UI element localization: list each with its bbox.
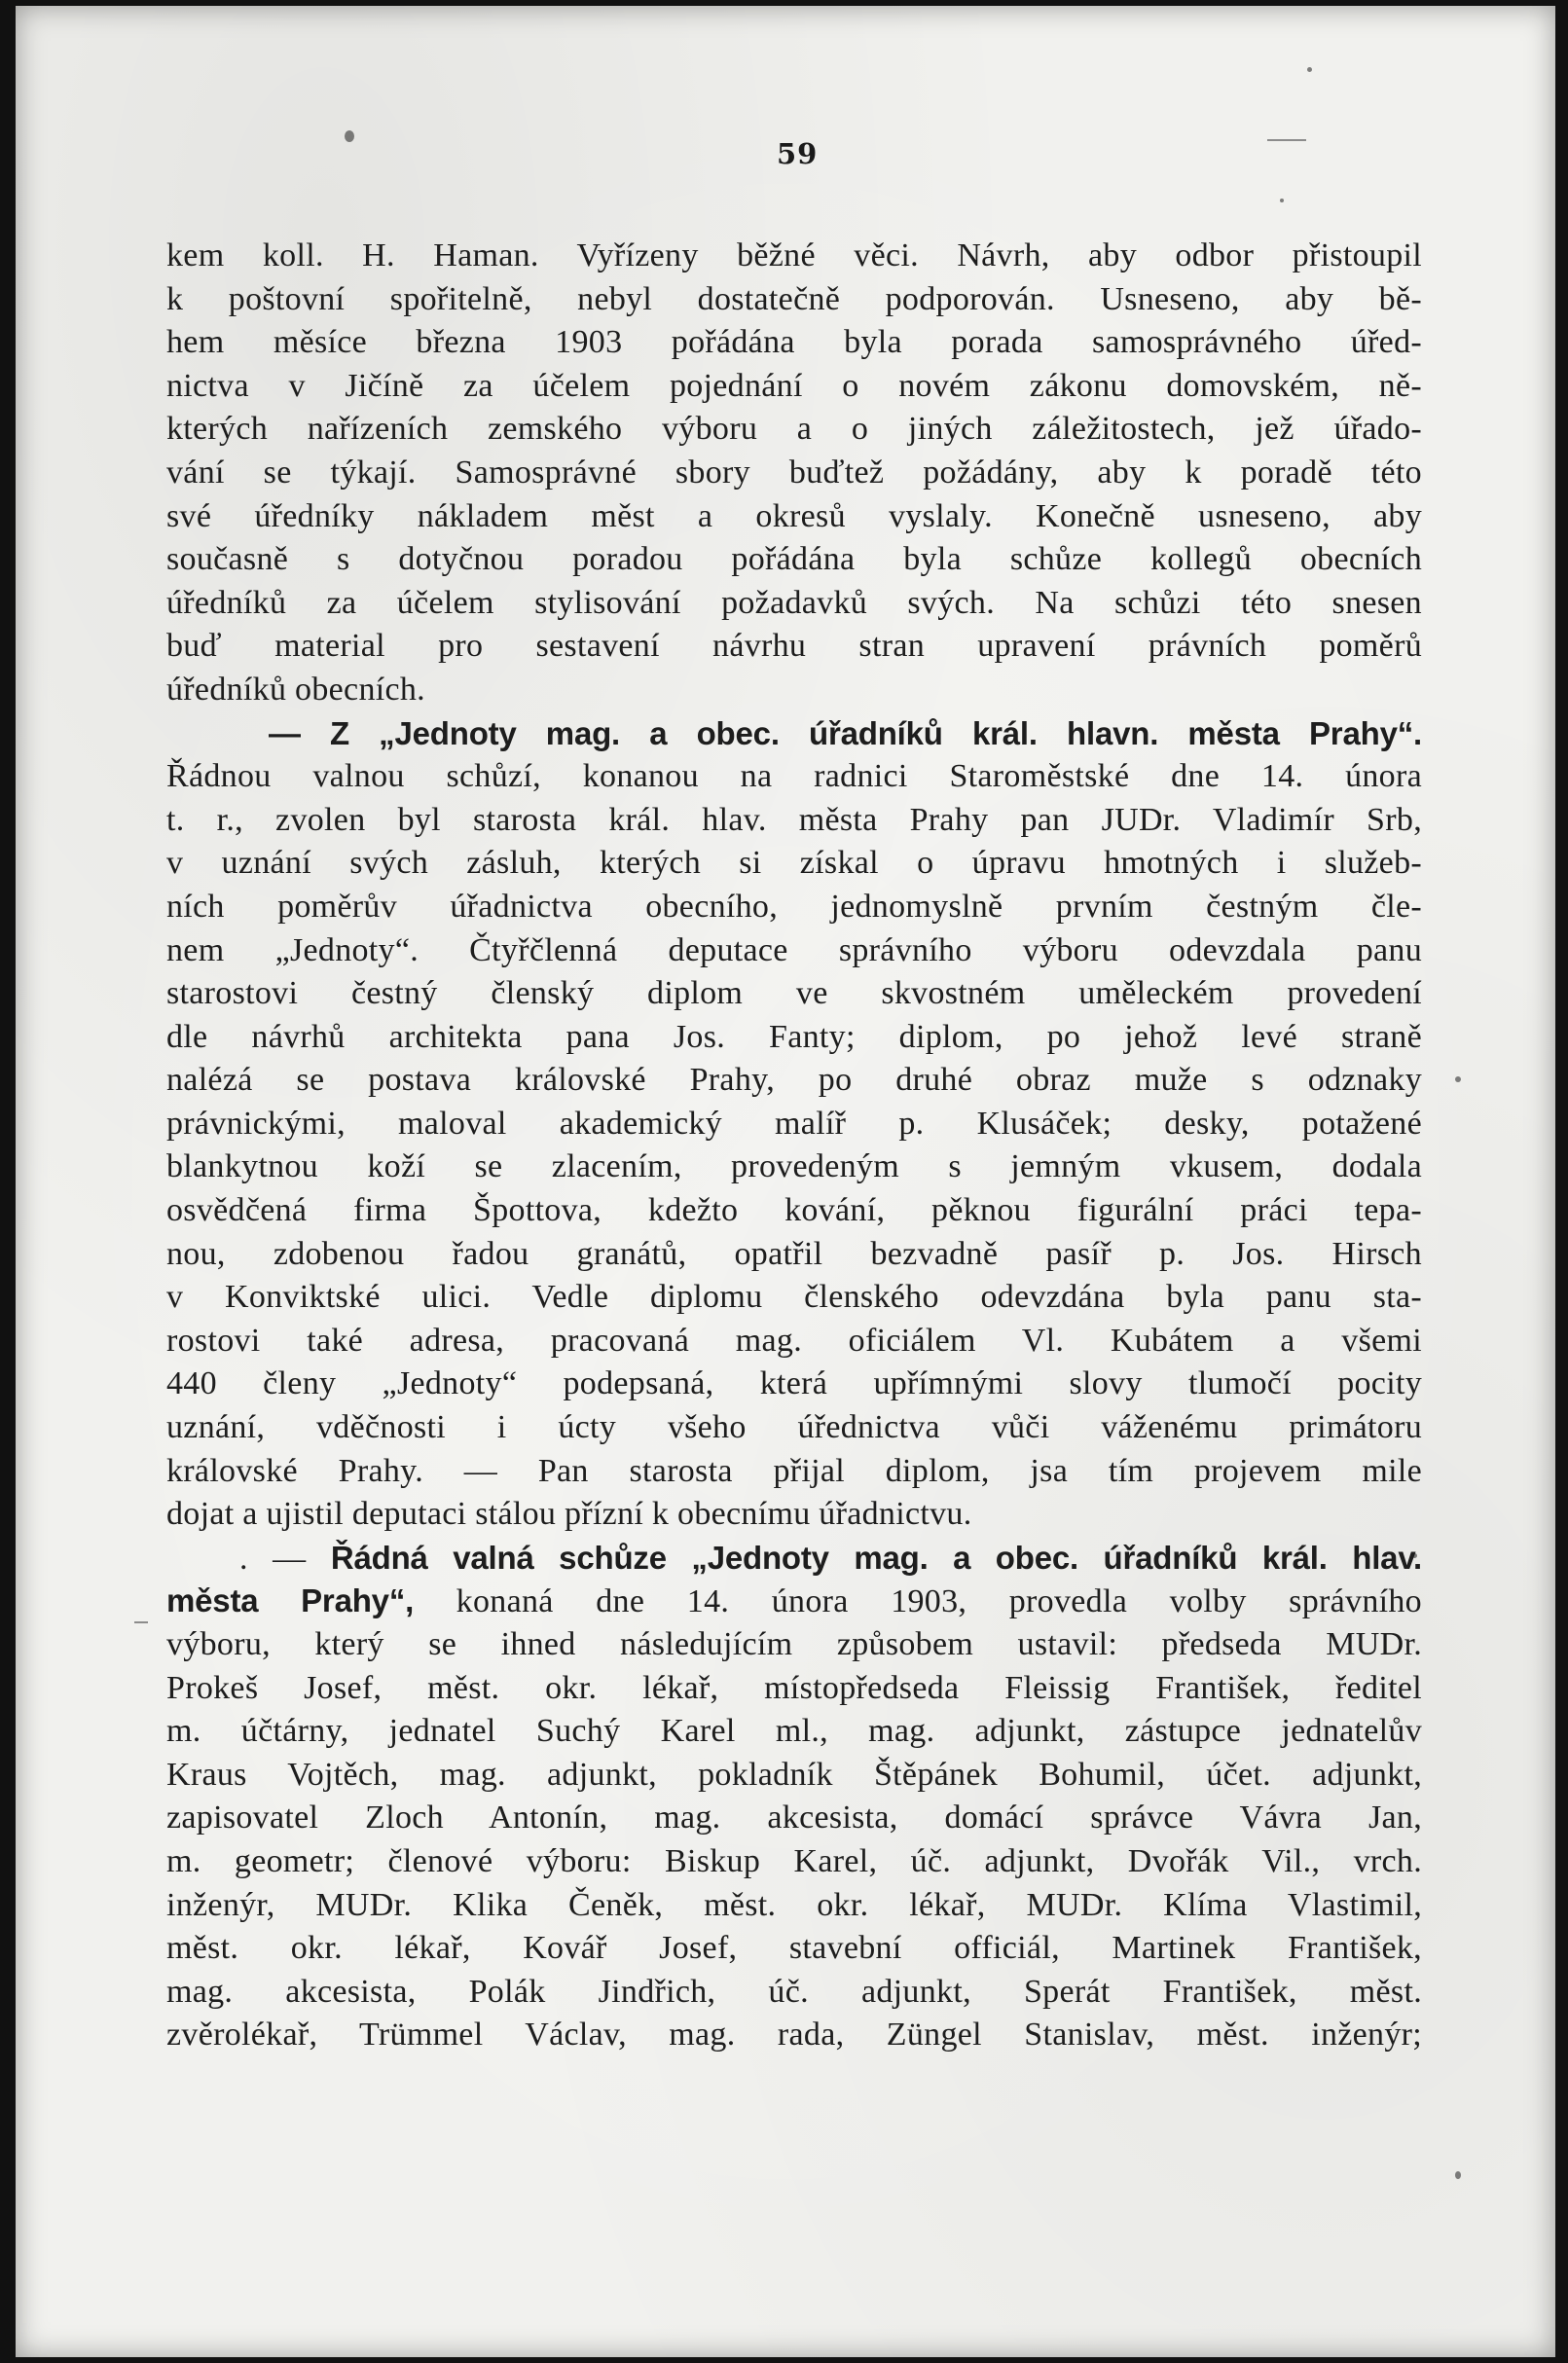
scan-mark <box>1267 139 1306 141</box>
text-line: nalézá se postava královské Prahy, po druhé obraz muže s odznaky <box>166 1062 1422 1099</box>
text-line: své úředníky nákladem měst a okresů vyslaly. Konečně usneseno, aby <box>166 497 1422 534</box>
text-line: blankytnou koží se zlacením, provedeným s jemným vkusem, dodala <box>166 1148 1422 1185</box>
text-line: nem „Jednoty“. Čtyřčlenná deputace správního výboru odevzdala panu <box>166 931 1422 968</box>
section-heading-line <box>166 1537 1422 1581</box>
text-line: dojat a ujistil deputaci stálou přízní k obecnímu úřadnictvu. <box>166 1496 972 1533</box>
text-line: uznání, vděčnosti i úcty všeho úřednictva vůči váženému primátoru <box>166 1409 1422 1446</box>
heading-dash: . — <box>239 1540 307 1577</box>
text-line: kem koll. H. Haman. Vyřízeny běžné věci. Návrh, aby odbor přistoupil <box>166 237 1422 273</box>
text-line: t. r., zvolen byl starosta král. hlav. města Prahy pan JUDr. Vladimír Srb, <box>166 801 1422 838</box>
scanned-page <box>16 6 1555 2357</box>
text-line: v Konviktské ulici. Vedle diplomu členského odevzdána byla panu sta- <box>166 1279 1422 1316</box>
text-line: Řádnou valnou schůzí, konanou na radnici Staroměstské dne 14. února <box>166 758 1422 795</box>
text-line: výboru, který se ihned následujícím způsobem ustavil: předseda MUDr. <box>166 1626 1422 1662</box>
text-line: vání se týkají. Samosprávné sbory buďtež požádány, aby k poradě této <box>166 454 1422 491</box>
section-heading: Řádná valná schůze „Jednoty mag. a obec. úřadníků král. hlav. <box>330 1539 1422 1576</box>
text-line: právnickými, maloval akademický malíř p. Klusáček; desky, potažené <box>166 1105 1422 1142</box>
text-line: královské Prahy. — Pan starosta přijal diplom, jsa tím projevem mile <box>166 1452 1422 1489</box>
text-line: osvědčená firma Špottova, kdežto kování, pěknou figurální práci tepa- <box>166 1192 1422 1229</box>
text-line: mag. akcesista, Polák Jindřich, úč. adjunkt, Sperát František, měst. <box>166 1973 1422 2010</box>
text-line: úředníků za účelem stylisování požadavků svých. Na schůzi této snesen <box>166 584 1422 621</box>
print-speck <box>345 130 354 142</box>
section-heading: — Z „Jednoty mag. a obec. úřadníků král. hlavn. města Prahy“. <box>269 714 1422 751</box>
body-text <box>166 235 1422 2057</box>
text-line: 440 členy „Jednoty“ podepsaná, která upřímnými slovy tlumočí pocity <box>166 1365 1422 1402</box>
text-line: nictva v Jičíně za účelem pojednání o novém zákonu domovském, ně- <box>166 367 1422 404</box>
print-speck <box>1280 199 1284 202</box>
print-speck <box>1307 67 1312 72</box>
paragraph-meeting-report <box>166 235 1422 712</box>
text-line: hem měsíce března 1903 pořádána byla porada samosprávného úřed- <box>166 324 1422 361</box>
text-line: měst. okr. lékař, Kovář Josef, stavební officiál, Martinek František, <box>166 1930 1422 1967</box>
text-line: m. účtárny, jednatel Suchý Karel ml., mag. adjunkt, zástupce jednatelův <box>166 1713 1422 1750</box>
page-number: 59 <box>777 137 819 170</box>
text-line: buď material pro sestavení návrhu stran upravení právních poměrů <box>166 628 1422 665</box>
text-line: inženýr, MUDr. Klika Čeněk, měst. okr. lékař, MUDr. Klíma Vlastimil, <box>166 1886 1422 1923</box>
text-line: dle návrhů architekta pana Jos. Fanty; diplom, po jehož levé straně <box>166 1018 1422 1055</box>
text-run: konaná dne 14. února 1903, provedla volby správního <box>456 1583 1422 1620</box>
text-line: ních poměrův úřadnictva obecního, jednomyslně prvním čestným čle- <box>166 888 1422 925</box>
print-speck <box>1455 2171 1461 2179</box>
text-line: zvěrolékař, Trümmel Václav, mag. rada, Züngel Stanislav, měst. inženýr; <box>166 2017 1422 2054</box>
scan-mark <box>134 1621 148 1623</box>
section-general-meeting <box>166 1537 1422 2057</box>
text-line: rostovi také adresa, pracovaná mag. oficiálem Vl. Kubátem a všemi <box>166 1322 1422 1359</box>
text-line <box>166 1580 1422 1623</box>
text-line: nou, zdobenou řadou granátů, opatřil bezvadně pasíř p. Jos. Hirsch <box>166 1235 1422 1272</box>
text-line: Prokeš Josef, měst. okr. lékař, místopředseda Fleissig František, ředitel <box>166 1669 1422 1706</box>
text-line: kterých nařízeních zemského výboru a o jiných záležitostech, jež úřado- <box>166 411 1422 448</box>
text-line: m. geometr; členové výboru: Biskup Karel, úč. adjunkt, Dvořák Vil., vrch. <box>166 1842 1422 1879</box>
text-line: v uznání svých zásluh, kterých si získal o úpravu hmotných i služeb- <box>166 845 1422 882</box>
print-speck <box>1455 1076 1461 1082</box>
text-line: k poštovní spořitelně, nebyl dostatečně podporován. Usneseno, aby bě- <box>166 280 1422 317</box>
text-line: úředníků obecních. <box>166 671 425 708</box>
text-line: starostovi čestný členský diplom ve skvostném uměleckém provedení <box>166 975 1422 1012</box>
text-line: Kraus Vojtěch, mag. adjunkt, pokladník Štěpánek Bohumil, účet. adjunkt, <box>166 1756 1422 1793</box>
section-jednota-diploma <box>166 712 1422 1537</box>
text-line: zapisovatel Zloch Antonín, mag. akcesista, domácí správce Vávra Jan, <box>166 1800 1422 1836</box>
text-line: současně s dotyčnou poradou pořádána byla schůze kollegů obecních <box>166 541 1422 578</box>
section-heading-continued: města Prahy“, <box>166 1582 415 1619</box>
